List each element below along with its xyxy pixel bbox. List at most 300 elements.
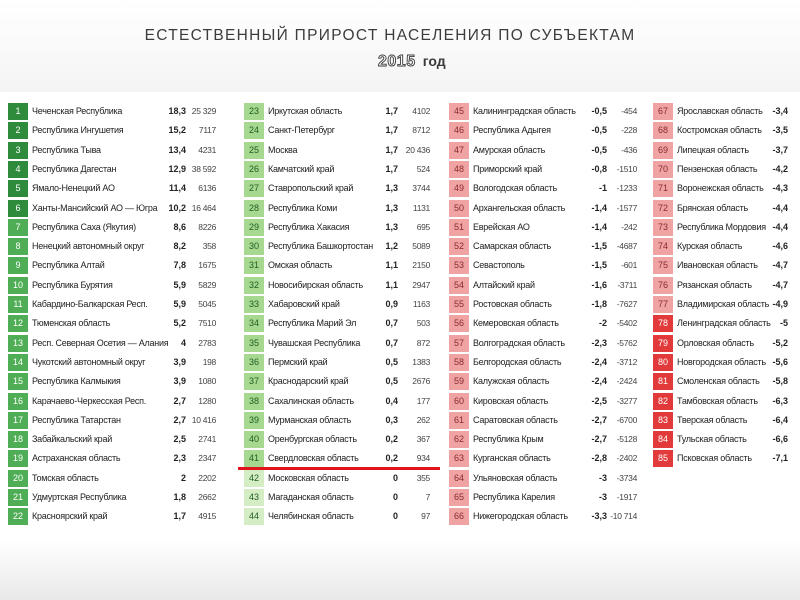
table-row (8, 277, 223, 296)
rank-badge: 8 (8, 238, 28, 255)
rank-badge: 81 (653, 373, 673, 390)
rank-badge: 73 (653, 219, 673, 236)
growth-rate: 1,7 (385, 163, 398, 174)
table-row (653, 200, 793, 219)
table-row (244, 315, 444, 334)
rank-badge: 42 (244, 470, 264, 487)
absolute-growth: 5089 (412, 241, 430, 252)
absolute-growth: 1163 (412, 299, 430, 309)
growth-rate: -3 (598, 472, 607, 483)
absolute-growth: 1080 (198, 376, 216, 387)
growth-rate: 0 (392, 472, 398, 483)
rank-badge: 36 (244, 354, 264, 371)
rank-badge: 40 (244, 431, 264, 448)
rank-badge: 38 (244, 393, 264, 410)
rank-badge: 68 (653, 122, 673, 139)
absolute-growth: 2150 (412, 260, 430, 271)
growth-rate: -1,8 (591, 299, 607, 309)
rank-badge: 1 (8, 103, 28, 120)
rank-badge: 49 (449, 180, 469, 197)
page-title: ЕСТЕСТВЕННЫЙ ПРИРОСТ НАСЕЛЕНИЯ ПО СУБЪЕКТАМ (144, 27, 636, 44)
table-row (653, 122, 793, 141)
growth-rate: -6,4 (772, 414, 788, 425)
growth-rate: 1,3 (385, 221, 398, 232)
rank-badge: 83 (653, 412, 673, 429)
growth-rate: 3,9 (173, 356, 186, 367)
table-row (244, 296, 444, 315)
region-name: Омская область (268, 260, 333, 271)
table-row (653, 431, 793, 450)
growth-rate: 0 (392, 492, 398, 502)
year-label: 2015 (378, 53, 416, 70)
absolute-growth: 355 (416, 472, 430, 483)
rank-badge: 32 (244, 277, 264, 294)
table-row (449, 219, 649, 238)
region-name: Кировская область (473, 395, 549, 406)
rank-badge: 17 (8, 412, 28, 429)
growth-rate: -2,3 (591, 337, 607, 348)
region-name: Белгородская область (473, 356, 562, 367)
table-row (449, 335, 649, 354)
rank-badge: 82 (653, 393, 673, 410)
table-row (449, 373, 649, 392)
absolute-growth: -3734 (616, 472, 637, 483)
absolute-growth: -10 714 (610, 511, 637, 522)
table-row (244, 393, 444, 412)
absolute-growth: 4102 (412, 106, 430, 116)
table-row (244, 277, 444, 296)
growth-rate: 2,7 (173, 414, 186, 425)
growth-rate: -0,5 (591, 144, 607, 155)
absolute-growth: 4915 (198, 511, 216, 522)
growth-rate: 2,5 (173, 434, 186, 445)
growth-rate: -1,5 (591, 241, 607, 252)
rank-badge: 78 (653, 315, 673, 332)
region-name: Москва (268, 144, 298, 155)
rank-badge: 31 (244, 257, 264, 274)
rank-badge: 15 (8, 373, 28, 390)
absolute-growth: -242 (621, 221, 637, 232)
region-name: Липецкая область (677, 144, 749, 155)
region-name: Республика Марий Эл (268, 318, 357, 329)
table-row (449, 296, 649, 315)
table-row (8, 393, 223, 412)
absolute-growth: 262 (416, 414, 430, 425)
growth-rate: 5,9 (173, 299, 186, 309)
absolute-growth: 177 (416, 395, 430, 406)
growth-rate: -2,8 (591, 453, 607, 464)
rank-badge: 85 (653, 450, 673, 467)
absolute-growth: -601 (621, 260, 637, 271)
region-name: Астраханская область (32, 453, 121, 464)
growth-rate: 13,4 (168, 144, 186, 155)
table-row (653, 315, 793, 334)
year-suffix: год (422, 53, 446, 69)
rank-badge: 48 (449, 161, 469, 178)
rank-badge: 79 (653, 335, 673, 352)
rank-badge: 53 (449, 257, 469, 274)
absolute-growth: 16 464 (191, 202, 216, 213)
table-row (244, 257, 444, 276)
rank-badge: 72 (653, 200, 673, 217)
growth-rate: -3,4 (772, 106, 788, 116)
absolute-growth: 1280 (198, 395, 216, 406)
region-name: Мурманская область (268, 414, 352, 425)
absolute-growth: 1131 (412, 202, 430, 213)
table-row (449, 257, 649, 276)
table-row (244, 219, 444, 238)
absolute-growth: 5045 (198, 299, 216, 309)
region-name: Ростовская область (473, 299, 552, 309)
rank-badge: 25 (244, 142, 264, 159)
rank-badge: 60 (449, 393, 469, 410)
absolute-growth: 872 (416, 337, 430, 348)
absolute-growth: -5402 (616, 318, 637, 329)
region-name: Пензенская область (677, 163, 758, 174)
absolute-growth: 6136 (198, 183, 216, 194)
region-name: Республика Бурятия (32, 279, 113, 290)
absolute-growth: -5762 (616, 337, 637, 348)
region-name: Рязанская область (677, 279, 752, 290)
table-row (8, 122, 223, 141)
growth-rate: 2,3 (173, 453, 186, 464)
table-row (8, 354, 223, 373)
absolute-growth: 695 (416, 221, 430, 232)
rank-badge: 64 (449, 470, 469, 487)
table-row (449, 122, 649, 141)
table-row (244, 489, 444, 508)
region-name: Чувашская Республика (268, 337, 361, 348)
growth-rate: -1,4 (591, 202, 607, 213)
growth-rate: -0,8 (591, 163, 607, 174)
rank-badge: 56 (449, 315, 469, 332)
table-row (8, 103, 223, 122)
rank-badge: 22 (8, 508, 28, 525)
rank-badge: 3 (8, 142, 28, 159)
region-name: Республика Татарстан (32, 414, 121, 425)
region-name: Кабардино-Балкарская Респ. (32, 299, 148, 309)
table-row (8, 200, 223, 219)
absolute-growth: 5829 (198, 279, 216, 290)
growth-rate: -3,3 (591, 511, 607, 522)
table-row (449, 277, 649, 296)
growth-rate: 1,1 (385, 260, 398, 271)
region-name: Севастополь (473, 260, 525, 271)
rank-badge: 33 (244, 296, 264, 313)
rank-badge: 28 (244, 200, 264, 217)
growth-rate: 1,1 (385, 279, 398, 290)
rank-badge: 46 (449, 122, 469, 139)
table-row (244, 431, 444, 450)
rank-badge: 61 (449, 412, 469, 429)
growth-rate: -0,5 (591, 106, 607, 116)
rank-badge: 50 (449, 200, 469, 217)
region-name: Новгородская область (677, 356, 766, 367)
table-row (244, 142, 444, 161)
region-name: Амурская область (473, 144, 546, 155)
rank-badge: 37 (244, 373, 264, 390)
rank-badge: 26 (244, 161, 264, 178)
region-name: Удмуртская Республика (32, 492, 127, 502)
growth-rate: -6,6 (772, 434, 788, 445)
absolute-growth: -5128 (616, 434, 637, 445)
growth-rate: 0,2 (385, 434, 398, 445)
growth-rate: 0,7 (385, 318, 398, 329)
absolute-growth: 4231 (198, 144, 216, 155)
page-subtitle (378, 53, 446, 71)
table-row (8, 412, 223, 431)
rank-badge: 35 (244, 335, 264, 352)
rank-badge: 29 (244, 219, 264, 236)
region-name: Республика Карелия (473, 492, 555, 502)
rank-badge: 54 (449, 277, 469, 294)
region-name: Республика Адыгея (473, 125, 551, 136)
rank-badge: 41 (244, 450, 264, 467)
absolute-growth: -3277 (616, 395, 637, 406)
region-name: Краснодарский край (268, 376, 349, 387)
table-row (653, 296, 793, 315)
growth-rate: 8,2 (173, 241, 186, 252)
growth-rate: 1,2 (385, 241, 398, 252)
growth-rate: -5,2 (772, 337, 788, 348)
rank-badge: 75 (653, 257, 673, 274)
table-row (244, 354, 444, 373)
growth-rate: -4,3 (772, 183, 788, 194)
population-growth-table (8, 103, 793, 528)
absolute-growth: 7510 (198, 318, 216, 329)
absolute-growth: 8712 (412, 125, 430, 136)
table-row (653, 393, 793, 412)
growth-rate: 18,3 (168, 106, 186, 116)
table-row (653, 142, 793, 161)
rank-badge: 63 (449, 450, 469, 467)
rank-badge: 34 (244, 315, 264, 332)
rank-badge: 39 (244, 412, 264, 429)
absolute-growth: 7 (425, 492, 430, 502)
table-row (244, 122, 444, 141)
region-name: Республика Калмыкия (32, 376, 121, 387)
growth-rate: -4,9 (772, 299, 788, 309)
rank-badge: 57 (449, 335, 469, 352)
table-row (449, 103, 649, 122)
growth-rate: -5 (779, 318, 788, 329)
region-name: Карачаево-Черкесская Респ. (32, 395, 146, 406)
region-name: Сахалинская область (268, 395, 354, 406)
rank-badge: 58 (449, 354, 469, 371)
rank-badge: 71 (653, 180, 673, 197)
table-row (244, 470, 444, 489)
rank-badge: 84 (653, 431, 673, 448)
rank-badge: 44 (244, 508, 264, 525)
region-name: Смоленская область (677, 376, 760, 387)
table-row (8, 142, 223, 161)
region-name: Ульяновская область (473, 472, 558, 483)
region-name: Курская область (677, 241, 743, 252)
absolute-growth: 20 436 (405, 144, 430, 155)
rank-badge: 69 (653, 142, 673, 159)
region-name: Калужская область (473, 376, 550, 387)
table-row (449, 354, 649, 373)
table-row (8, 238, 223, 257)
table-row (653, 277, 793, 296)
region-name: Самарская область (473, 241, 551, 252)
table-row (8, 315, 223, 334)
rank-badge: 27 (244, 180, 264, 197)
growth-rate: 0,4 (385, 395, 398, 406)
region-name: Чукотский автономный округ (32, 356, 146, 367)
rank-badge: 23 (244, 103, 264, 120)
region-name: Республика Тыва (32, 144, 101, 155)
rank-badge: 47 (449, 142, 469, 159)
growth-rate: -2,4 (591, 356, 607, 367)
region-name: Приморский край (473, 163, 542, 174)
growth-rate: -6,3 (772, 395, 788, 406)
table-row (449, 161, 649, 180)
region-name: Республика Саха (Якутия) (32, 221, 136, 232)
rank-badge: 76 (653, 277, 673, 294)
region-name: Республика Коми (268, 202, 337, 213)
region-name: Чеченская Республика (32, 106, 123, 116)
region-name: Камчатский край (268, 163, 335, 174)
rank-badge: 67 (653, 103, 673, 120)
region-name: Респ. Северная Осетия — Алания (32, 337, 169, 348)
rank-badge: 16 (8, 393, 28, 410)
growth-rate: -4,6 (772, 241, 788, 252)
absolute-growth: 1383 (412, 356, 430, 367)
region-name: Красноярский край (32, 511, 108, 522)
rank-badge: 43 (244, 489, 264, 506)
absolute-growth: 524 (416, 163, 430, 174)
growth-rate: -4,7 (772, 279, 788, 290)
table-row (449, 489, 649, 508)
growth-rate: -7,1 (772, 453, 788, 464)
table-row (244, 161, 444, 180)
table-row (449, 315, 649, 334)
growth-rate: -2,5 (591, 395, 607, 406)
region-name: Забайкальский край (32, 434, 112, 445)
table-row (653, 257, 793, 276)
region-name: Ямало-Ненецкий АО (32, 183, 115, 194)
table-row (449, 431, 649, 450)
rank-badge: 51 (449, 219, 469, 236)
rank-badge: 66 (449, 508, 469, 525)
rank-badge: 20 (8, 470, 28, 487)
growth-rate: -2 (598, 318, 607, 329)
table-row (8, 180, 223, 199)
region-name: Новосибирская область (268, 279, 363, 290)
region-name: Архангельская область (473, 202, 566, 213)
rank-badge: 65 (449, 489, 469, 506)
table-row (449, 450, 649, 469)
table-row (8, 508, 223, 527)
table-row (8, 373, 223, 392)
table-row (653, 180, 793, 199)
rank-badge: 2 (8, 122, 28, 139)
table-row (449, 142, 649, 161)
absolute-growth: 2347 (198, 453, 216, 464)
region-name: Республика Ингушетия (32, 125, 124, 136)
table-row (653, 219, 793, 238)
growth-rate: 10,2 (168, 202, 186, 213)
table-row (8, 470, 223, 489)
table-row (8, 257, 223, 276)
rank-badge: 55 (449, 296, 469, 313)
absolute-growth: 97 (421, 511, 430, 522)
region-name: Республика Башкортостан (268, 241, 374, 252)
region-name: Республика Дагестан (32, 163, 117, 174)
absolute-growth: -1917 (616, 492, 637, 502)
absolute-growth: 1675 (198, 260, 216, 271)
region-name: Еврейская АО (473, 221, 530, 232)
zero-growth-separator (238, 467, 440, 470)
growth-rate: 7,8 (173, 260, 186, 271)
rank-badge: 70 (653, 161, 673, 178)
growth-rate: -4,4 (772, 221, 788, 232)
absolute-growth: 934 (416, 453, 430, 464)
footer-background (0, 540, 800, 600)
rank-badge: 11 (8, 296, 28, 313)
growth-rate: 15,2 (168, 125, 186, 136)
absolute-growth: -4687 (616, 241, 637, 252)
growth-rate: 1,7 (173, 511, 186, 522)
growth-rate: -5,8 (772, 376, 788, 387)
growth-rate: 1,8 (173, 492, 186, 502)
absolute-growth: 8226 (198, 221, 216, 232)
growth-rate: 5,9 (173, 279, 186, 290)
region-name: Республика Хакасия (268, 221, 350, 232)
region-name: Челябинская область (268, 511, 354, 522)
region-name: Ставропольский край (268, 183, 354, 194)
absolute-growth: 3744 (412, 183, 430, 194)
table-row (653, 103, 793, 122)
region-name: Тульская область (677, 434, 747, 445)
growth-rate: 1,3 (385, 183, 398, 194)
growth-rate: -3 (598, 492, 607, 502)
growth-rate: 1,7 (385, 125, 398, 136)
region-name: Магаданская область (268, 492, 354, 502)
growth-rate: -2,4 (591, 376, 607, 387)
absolute-growth: -3712 (616, 356, 637, 367)
growth-rate: -3,5 (772, 125, 788, 136)
region-name: Воронежская область (677, 183, 764, 194)
rank-badge: 74 (653, 238, 673, 255)
table-row (653, 335, 793, 354)
growth-rate: 4 (180, 337, 186, 348)
growth-rate: 0 (392, 511, 398, 522)
growth-rate: 1,7 (385, 106, 398, 116)
absolute-growth: 2947 (412, 279, 430, 290)
absolute-growth: 2662 (198, 492, 216, 502)
growth-rate: 11,4 (168, 183, 186, 194)
growth-rate: -1 (598, 183, 607, 194)
table-row (244, 180, 444, 199)
table-row (449, 200, 649, 219)
region-name: Орловская область (677, 337, 754, 348)
table-row (653, 354, 793, 373)
growth-rate: -1,5 (591, 260, 607, 271)
absolute-growth: -2424 (616, 376, 637, 387)
region-name: Курганская область (473, 453, 551, 464)
growth-rate: 0,5 (385, 356, 398, 367)
table-row (449, 180, 649, 199)
absolute-growth: -3711 (617, 279, 637, 290)
growth-rate: -4,7 (772, 260, 788, 271)
absolute-growth: 38 592 (191, 163, 216, 174)
growth-rate: -2,7 (591, 434, 607, 445)
rank-badge: 52 (449, 238, 469, 255)
table-row (449, 508, 649, 527)
absolute-growth: 2202 (198, 472, 216, 483)
